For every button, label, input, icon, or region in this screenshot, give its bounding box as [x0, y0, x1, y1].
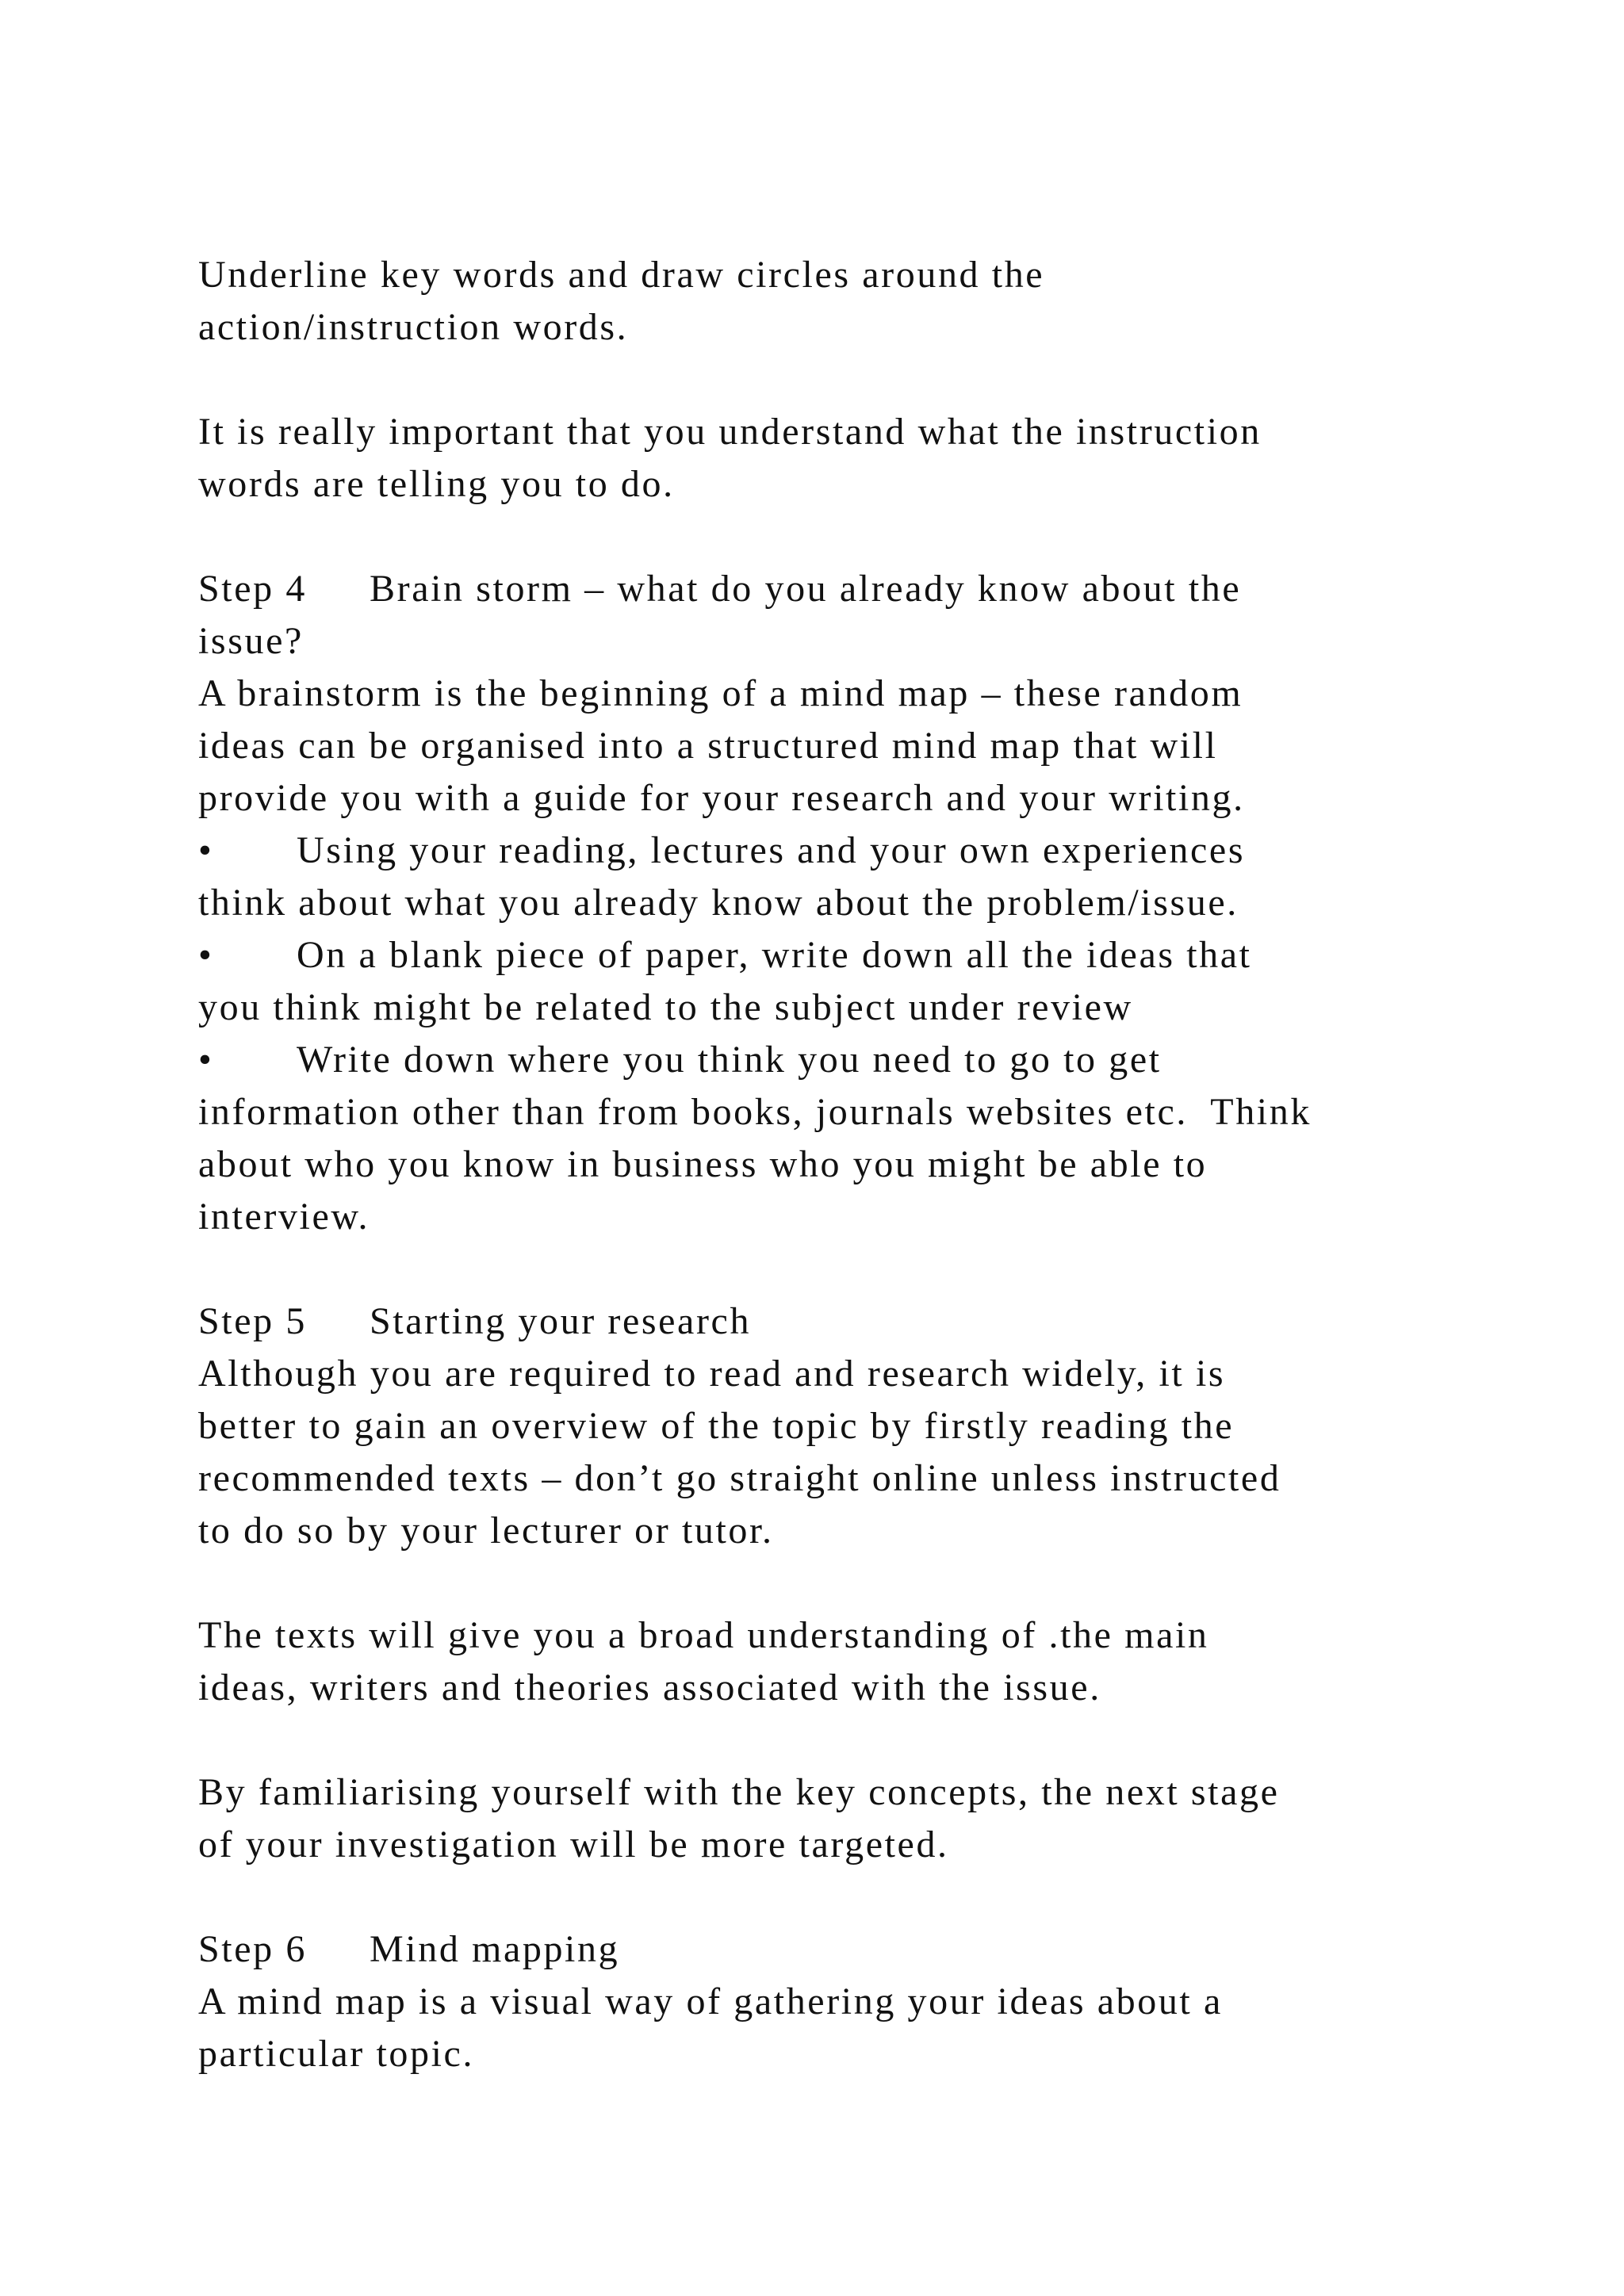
- bullet-marker: •: [198, 829, 214, 871]
- bullet-marker: •: [198, 934, 214, 976]
- step-number: Step 6: [198, 1928, 307, 1970]
- step-heading: [198, 1923, 1499, 1976]
- step-heading: [198, 1295, 1499, 1348]
- step-title-continued: issue?: [198, 620, 304, 662]
- text-line: recommended texts – don’t go straight online unless instructed: [198, 1457, 1281, 1499]
- text-line: By familiarising yourself with the key concepts, the next stage: [198, 1771, 1280, 1813]
- text-line: ideas can be organised into a structured mind map that will: [198, 725, 1218, 767]
- bullet-item: [198, 929, 1499, 1034]
- step-number: Step 4: [198, 568, 307, 610]
- text-line: provide you with a guide for your research and your writing.: [198, 777, 1245, 819]
- text-line: The texts will give you a broad understanding of .the main: [198, 1614, 1209, 1656]
- step-heading: [198, 563, 1499, 615]
- paragraph-instructions: [198, 249, 1499, 354]
- bullet-text: On a blank piece of paper, write down all the ideas that: [297, 934, 1252, 976]
- text-line: better to gain an overview of the topic by firstly reading the: [198, 1405, 1235, 1447]
- bullet-text-continued: interview.: [198, 1196, 370, 1238]
- bullet-text: Using your reading, lectures and your own experiences: [297, 829, 1246, 871]
- text-line: Although you are required to read and research widely, it is: [198, 1353, 1226, 1395]
- bullet-text-continued: about who you know in business who you might be able to: [198, 1143, 1208, 1185]
- text-line: It is really important that you understand what the instruction: [198, 411, 1262, 453]
- text-line: action/instruction words.: [198, 306, 629, 348]
- bullet-text-continued: information other than from books, journals websites etc. Think: [198, 1091, 1312, 1133]
- text-line: A brainstorm is the beginning of a mind map – these random: [198, 672, 1243, 714]
- section-step-5: [198, 1295, 1499, 1871]
- bullet-item: [198, 825, 1499, 929]
- text-line: A mind map is a visual way of gathering your ideas about a: [198, 1980, 1223, 2022]
- bullet-text: Write down where you think you need to go to get: [297, 1039, 1162, 1081]
- text-line: to do so by your lecturer or tutor.: [198, 1510, 774, 1552]
- step-title: Starting your research: [370, 1300, 752, 1342]
- step-title: Mind mapping: [370, 1928, 620, 1970]
- text-line: particular topic.: [198, 2033, 475, 2075]
- bullet-text-continued: think about what you already know about the problem/issue.: [198, 882, 1239, 924]
- section-step-4: [198, 563, 1499, 1243]
- step-number: Step 5: [198, 1300, 307, 1342]
- document-body: [198, 249, 1499, 2080]
- bullet-item: [198, 1034, 1499, 1243]
- text-line: of your investigation will be more targeted.: [198, 1823, 949, 1866]
- text-line: ideas, writers and theories associated with the issue.: [198, 1667, 1101, 1709]
- text-line: Underline key words and draw circles around the: [198, 254, 1045, 296]
- bullet-text-continued: you think might be related to the subject under review: [198, 986, 1133, 1028]
- text-line: words are telling you to do.: [198, 463, 675, 505]
- step-title: Brain storm – what do you already know about the: [370, 568, 1242, 610]
- section-step-6: [198, 1923, 1499, 2080]
- paragraph-importance: [198, 406, 1499, 511]
- bullet-marker: •: [198, 1039, 214, 1081]
